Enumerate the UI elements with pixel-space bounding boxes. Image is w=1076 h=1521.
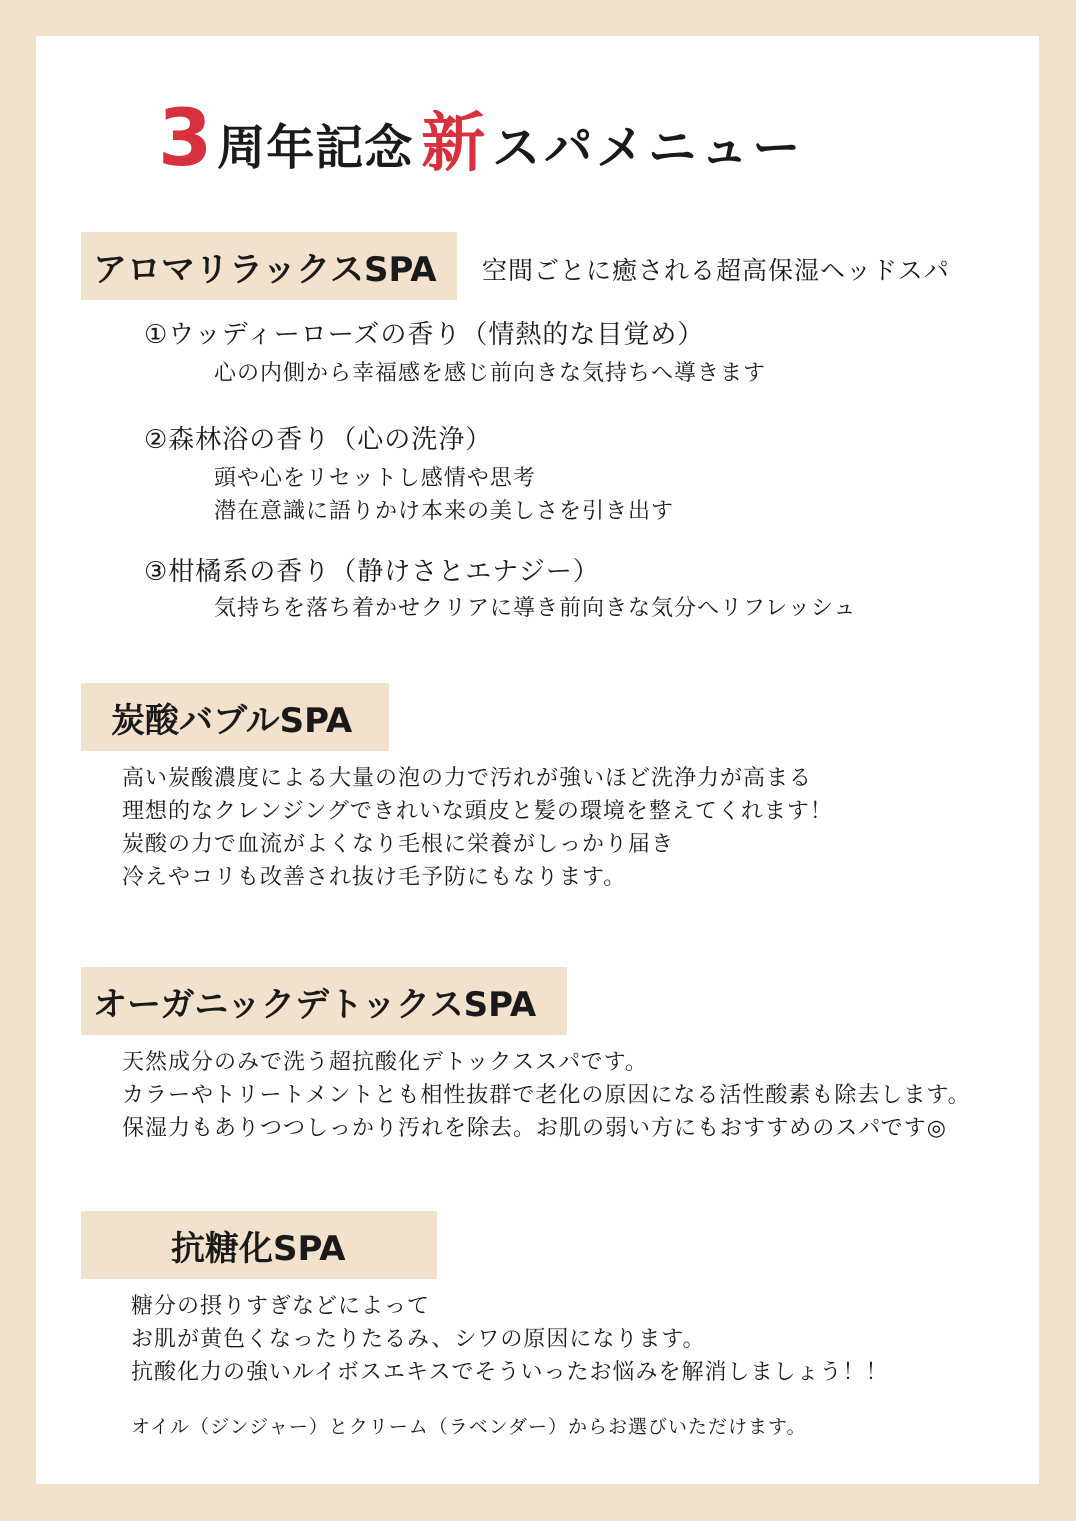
glycation-spa-heading-label: 抗糖化SPA xyxy=(171,1228,346,1269)
organic-spa-line: 天然成分のみで洗う超抗酸化デトックススパです。 xyxy=(122,1050,648,1075)
bubble-spa-heading-label: 炭酸バブルSPA xyxy=(111,700,353,741)
aroma-item-desc: 気持ちを落ち着かせクリアに導き前向きな気分へリフレッシュ xyxy=(214,596,857,621)
aroma-item-desc: 心の内側から幸福感を感じ前向きな気持ちへ導きます xyxy=(214,361,767,386)
bubble-spa-line: 理想的なクレンジングできれいな頭皮と髪の環境を整えてくれます！ xyxy=(122,799,833,824)
bubble-spa-line: 高い炭酸濃度による大量の泡の力で汚れが強いほど洗浄力が高まる xyxy=(122,766,813,791)
aroma-spa-tagline: 空間ごとに癒される超高保湿ヘッドスパ xyxy=(482,256,950,285)
glycation-spa-heading xyxy=(81,1211,437,1279)
title-anniversary: 周年記念 xyxy=(217,120,414,176)
title-number: 3 xyxy=(158,94,214,184)
glycation-spa-line: お肌が黄色くなったりたるみ、シワの原因になります。 xyxy=(131,1327,706,1352)
aroma-item-desc: 頭や心をリセットし感情や思考 xyxy=(214,466,536,491)
glycation-spa-note: オイル（ジンジャー）とクリーム（ラベンダー）からお選びいただけます。 xyxy=(131,1416,807,1438)
aroma-item-title: ②森林浴の香り（心の洗浄） xyxy=(144,425,493,455)
glycation-spa-line: 糖分の摂りすぎなどによって xyxy=(131,1294,431,1319)
aroma-item-title: ③柑橘系の香り（静けさとエナジー） xyxy=(144,557,600,587)
organic-spa-heading xyxy=(81,967,567,1035)
aroma-item-title: ①ウッディーローズの香り（情熱的な目覚め） xyxy=(144,320,705,350)
bubble-spa-line: 冷えやコリも改善され抜け毛予防にもなります。 xyxy=(122,865,627,890)
title-new: 新 xyxy=(421,106,487,181)
organic-spa-line: 保湿力もありつつしっかり汚れを除去。お肌の弱い方にもおすすめのスパです◎ xyxy=(122,1116,947,1141)
aroma-spa-heading-label: アロマリラックスSPA xyxy=(93,249,437,290)
bubble-spa-heading xyxy=(81,683,389,751)
aroma-spa-heading xyxy=(81,232,457,300)
organic-spa-heading-label: オーガニックデトックスSPA xyxy=(93,984,537,1025)
title-spa-menu: スパメニュー xyxy=(492,120,805,176)
bubble-spa-line: 炭酸の力で血流がよくなり毛根に栄養がしっかり届き xyxy=(122,832,675,857)
aroma-item-desc: 潜在意識に語りかけ本来の美しさを引き出す xyxy=(214,499,675,524)
glycation-spa-line: 抗酸化力の強いルイボスエキスでそういったお悩みを解消しましょう！！ xyxy=(131,1360,889,1385)
organic-spa-line: カラーやトリートメントとも相性抜群で老化の原因になる活性酸素も除去します。 xyxy=(122,1083,971,1108)
page-title xyxy=(158,68,805,184)
